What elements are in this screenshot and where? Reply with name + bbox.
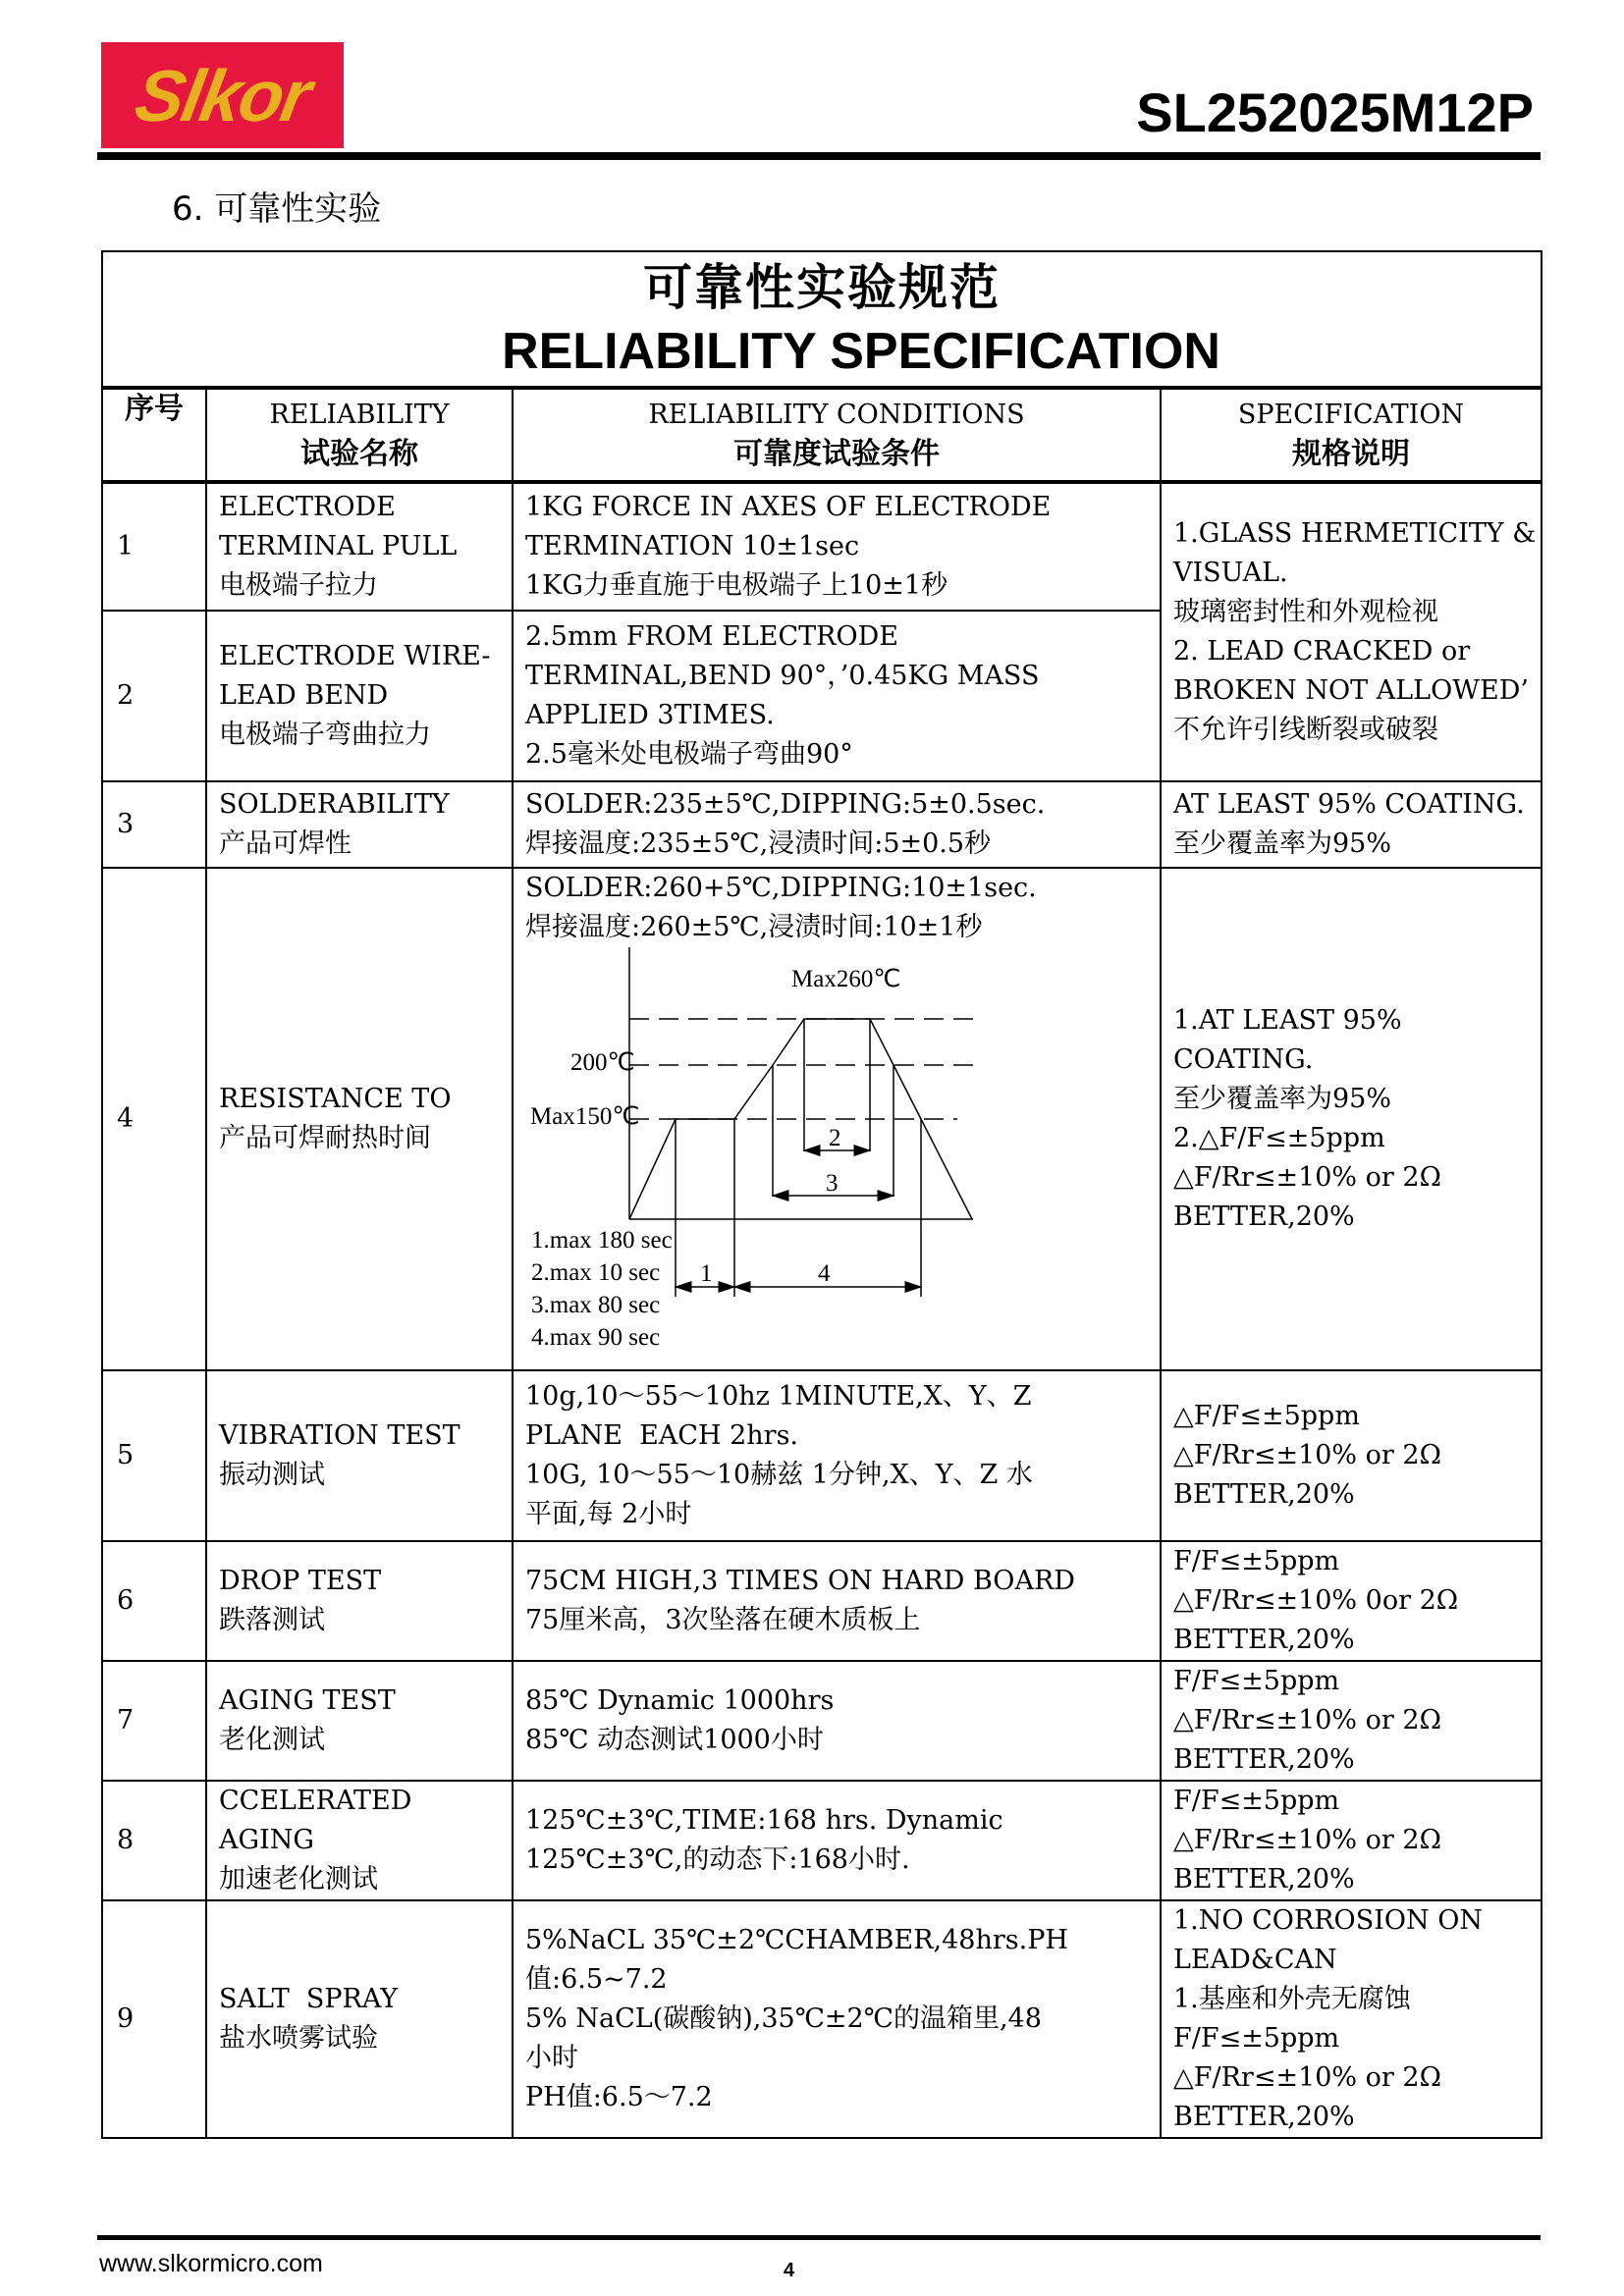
label-max260: Max260℃	[791, 966, 901, 992]
model-number: SL252025M12P	[1136, 81, 1534, 143]
slkor-logo	[101, 42, 344, 148]
test-name: AGING TEST 老化测试	[206, 1661, 513, 1781]
label-200: 200℃	[570, 1049, 635, 1076]
legend-4: 4.max 90 sec	[531, 1324, 661, 1351]
specification: F/F≤±5ppm △F/Rr≤±10% 0or 2Ω BETTER,20%	[1161, 1541, 1542, 1661]
specification: AT LEAST 95% COATING. 至少覆盖率为95%	[1161, 781, 1542, 868]
header-conditions: RELIABILITY CONDITIONS 可靠度试验条件	[513, 388, 1161, 482]
footer-rule	[97, 2235, 1541, 2240]
test-conditions: SOLDER:235±5℃,DIPPING:5±0.5sec. 焊接温度:235±5℃,浸渍时间:5±0.5秒	[513, 781, 1161, 868]
specification: F/F≤±5ppm △F/Rr≤±10% or 2Ω BETTER,20%	[1161, 1781, 1542, 1900]
specification: 1.AT LEAST 95% COATING. 至少覆盖率为95% 2.△F/F≤±5ppm △F/Rr≤±10% or 2Ω BETTER,20%	[1161, 868, 1542, 1370]
specification: △F/F≤±5ppm △F/Rr≤±10% or 2Ω BETTER,20%	[1161, 1370, 1542, 1541]
header-specification: SPECIFICATION 规格说明	[1161, 388, 1542, 482]
table-header-row	[102, 388, 1542, 482]
test-name: DROP TEST 跌落测试	[206, 1541, 513, 1661]
test-name: SOLDERABILITY 产品可焊性	[206, 781, 513, 868]
legend-1: 1.max 180 sec	[531, 1227, 673, 1254]
table-row	[102, 781, 1542, 868]
specification: 1.NO CORROSION ON LEAD&CAN 1.基座和外壳无腐蚀 F/F≤±5ppm △F/Rr≤±10% or 2Ω BETTER,20%	[1161, 1900, 1542, 2138]
table-row	[102, 1370, 1542, 1541]
table-title-cn: 可靠性实验规范	[643, 259, 1001, 316]
row-number: 3	[102, 781, 206, 868]
row-number: 4	[102, 868, 206, 1370]
header-no: 序号	[102, 388, 206, 482]
test-conditions: 2.5mm FROM ELECTRODE TERMINAL,BEND 90°，’0.45KG MASS APPLIED 3TIMES. 2.5毫米处电极端子弯曲90°	[513, 611, 1161, 781]
row-number: 7	[102, 1661, 206, 1781]
test-conditions: 5%NaCL 35℃±2℃CHAMBER,48hrs.PH 值:6.5~7.2 5% NaCL(碳酸钠),35℃±2℃的温箱里,48 小时 PH值:6.5～7.2	[513, 1900, 1161, 2138]
table-row	[102, 482, 1542, 611]
test-name: ELECTRODE WIRE- LEAD BEND 电极端子弯曲拉力	[206, 611, 513, 781]
table-row	[102, 1900, 1542, 2138]
table-row	[102, 1781, 1542, 1900]
row-number: 9	[102, 1900, 206, 2138]
footer-url[interactable]: www.slkormicro.com	[99, 2250, 323, 2277]
test-name: VIBRATION TEST 振动测试	[206, 1370, 513, 1541]
interval-1-marker: 1	[700, 1260, 713, 1287]
table-row	[102, 1661, 1542, 1781]
test-conditions: 10g,10～55～10hz 1MINUTE,X、Y、Z PLANE EACH 2hrs. 10G, 10～55～10赫兹 1分钟,X、Y、Z 水 平面,每 2小时	[513, 1370, 1161, 1541]
test-name: SALT SPRAY 盐水喷雾试验	[206, 1900, 513, 2138]
table-row	[102, 1541, 1542, 1661]
test-conditions: SOLDER:260+5℃,DIPPING:10±1sec. 焊接温度:260±5℃,浸渍时间:10±1秒 Max260℃ 200℃ Max150℃ 2 3 1 4 1.max 180 sec 2.max 10 sec 3.max 80 sec 4.max 90 sec	[513, 868, 1161, 1370]
test-name: ELECTRODE TERMINAL PULL 电极端子拉力	[206, 482, 513, 611]
row-number: 5	[102, 1370, 206, 1541]
interval-2-marker: 2	[829, 1125, 841, 1151]
test-conditions: 1KG FORCE IN AXES OF ELECTRODE TERMINATION 10±1sec 1KG力垂直施于电极端子上10±1秒	[513, 482, 1161, 611]
row-number: 8	[102, 1781, 206, 1900]
row-number: 1	[102, 482, 206, 611]
reliability-table	[101, 250, 1543, 2139]
test-conditions: 125℃±3℃,TIME:168 hrs. Dynamic 125℃±3℃,的动态下:168小时.	[513, 1781, 1161, 1900]
legend-2: 2.max 10 sec	[531, 1259, 661, 1286]
test-conditions: 85℃ Dynamic 1000hrs 85℃ 动态测试1000小时	[513, 1661, 1161, 1781]
header-test: RELIABILITY 试验名称	[206, 388, 513, 482]
table-row	[102, 868, 1542, 1370]
section-title: 6. 可靠性实验	[172, 189, 382, 229]
specification: F/F≤±5ppm △F/Rr≤±10% or 2Ω BETTER,20%	[1161, 1661, 1542, 1781]
test-conditions: 75CM HIGH,3 TIMES ON HARD BOARD 75厘米高，3次坠落在硬木质板上	[513, 1541, 1161, 1661]
specification: 1.GLASS HERMETICITY & VISUAL. 玻璃密封性和外观检视 2. LEAD CRACKED or BROKEN NOT ALLOWED’ 不允许引线断裂或破裂	[1161, 482, 1542, 781]
row-number: 2	[102, 611, 206, 781]
header-rule	[97, 152, 1541, 160]
solder-profile-diagram	[514, 947, 1162, 1369]
legend-3: 3.max 80 sec	[531, 1292, 661, 1318]
page-number: 4	[784, 2260, 795, 2281]
interval-4-marker: 4	[818, 1260, 831, 1287]
test-name: CCELERATED AGING 加速老化测试	[206, 1781, 513, 1900]
logo-text: Slkor	[129, 54, 316, 136]
test-name: RESISTANCE TO 产品可焊耐热时间	[206, 868, 513, 1370]
table-title	[102, 251, 1542, 388]
interval-3-marker: 3	[826, 1170, 839, 1197]
row-number: 6	[102, 1541, 206, 1661]
label-max150: Max150℃	[530, 1103, 640, 1130]
table-title-en: RELIABILITY SPECIFICATION	[502, 323, 1220, 380]
